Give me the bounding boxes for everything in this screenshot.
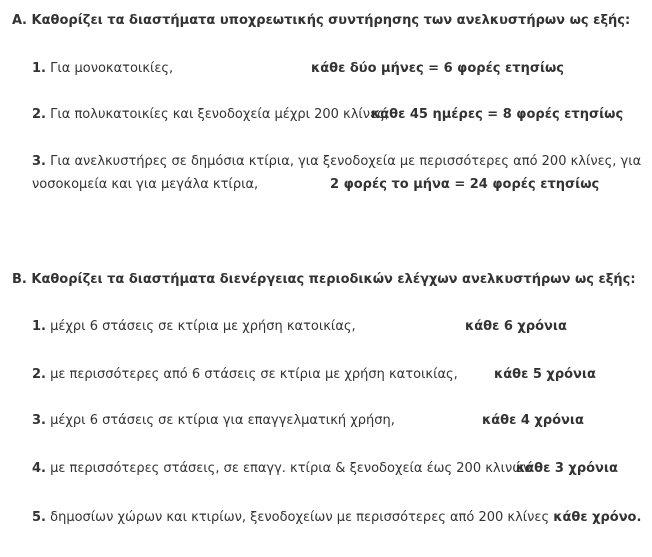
item-number: 1. — [32, 319, 46, 334]
item-number: 4. — [32, 461, 46, 476]
item-frequency: κάθε 6 χρόνια — [465, 319, 567, 334]
item-frequency: κάθε 5 χρόνια — [494, 367, 596, 382]
item-frequency: κάθε χρόνο. — [553, 510, 642, 525]
item-text: Για πολυκατοικίες και ξενοδοχεία μέχρι 200 κλίνες, — [50, 107, 389, 122]
list-item — [32, 60, 173, 77]
item-frequency: κάθε 3 χρόνια — [516, 461, 618, 476]
list-item — [32, 509, 641, 526]
item-text: μέχρι 6 στάσεις σε κτίρια με χρήση κατοικίας, — [50, 319, 356, 334]
item-number: 1. — [32, 61, 46, 76]
item-text: Για ανελκυστήρες σε δημόσια κτίρια, για ξενοδοχεία με περισσότερες από 200 κλίνες, για — [50, 154, 642, 169]
item-text: δημοσίων χώρων και κτιρίων, ξενοδοχείων με περισσότερες από 200 κλίνες — [50, 510, 550, 525]
section-b-heading: Β. Καθορίζει τα διαστήματα διενέργειας περιοδικών ελέγχων ανελκυστήρων ως εξής: — [12, 272, 636, 287]
item-text: Για μονοκατοικίες, — [50, 61, 174, 76]
item-text: με περισσότερες στάσεις, σε επαγγ. κτίρια & ξενοδοχεία έως 200 κλινών — [50, 461, 531, 476]
item-number: 5. — [32, 510, 46, 525]
list-item — [32, 412, 395, 429]
list-item — [32, 366, 458, 383]
item-text-continued: νοσοκομεία και για μεγάλα κτίρια, — [32, 177, 259, 192]
list-item — [32, 106, 389, 123]
section-a-heading: Α. Καθορίζει τα διαστήματα υποχρεωτικής συντήρησης των ανελκυστήρων ως εξής: — [12, 13, 631, 28]
item-number: 2. — [32, 107, 46, 122]
item-text: μέχρι 6 στάσεις σε κτίρια για επαγγελματική χρήση, — [50, 413, 395, 428]
item-frequency: 2 φορές το μήνα = 24 φορές ετησίως — [330, 177, 600, 192]
item-number: 3. — [32, 154, 46, 169]
item-number: 2. — [32, 367, 46, 382]
list-item — [32, 153, 641, 170]
item-text: με περισσότερες από 6 στάσεις σε κτίρια με χρήση κατοικίας, — [50, 367, 458, 382]
item-frequency: κάθε 4 χρόνια — [482, 413, 584, 428]
list-item — [32, 460, 530, 477]
item-frequency: κάθε 45 ημέρες = 8 φορές ετησίως — [371, 107, 624, 122]
item-number: 3. — [32, 413, 46, 428]
item-frequency: κάθε δύο μήνες = 6 φορές ετησίως — [311, 61, 565, 76]
list-item — [32, 318, 356, 335]
